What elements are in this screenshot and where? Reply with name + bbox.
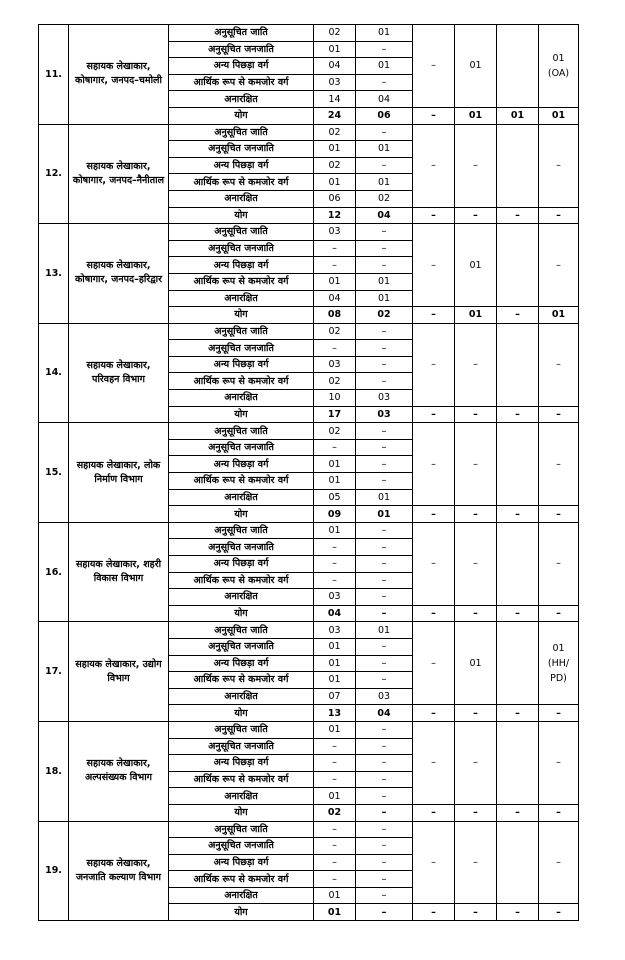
value-cell-1: 02 (314, 423, 356, 440)
merged-cell-c4: – (455, 721, 497, 804)
total-cell-c4: 01 (455, 307, 497, 324)
total-cell-c2: – (356, 605, 413, 622)
total-cell-c6: – (539, 804, 579, 821)
total-cell-c3: – (413, 804, 455, 821)
post-name: सहायक लेखाकार, जनजाति कल्याण विभाग (69, 821, 169, 921)
category-label: अनुसूचित जाति (169, 622, 314, 639)
category-label: आर्थिक रूप से कमजोर वर्ग (169, 174, 314, 191)
value-cell-1: – (314, 257, 356, 274)
total-cell-c3: – (413, 406, 455, 423)
total-cell-c5: – (497, 904, 539, 921)
merged-cell-c5 (497, 224, 539, 307)
total-cell-c2: 06 (356, 107, 413, 124)
merged-cell-c4: – (455, 124, 497, 207)
total-cell-c5: – (497, 207, 539, 224)
total-cell-c2: 03 (356, 406, 413, 423)
category-label: अनारक्षित (169, 91, 314, 108)
total-cell-c4: 01 (455, 107, 497, 124)
total-cell-c5: – (497, 804, 539, 821)
value-cell-1: 01 (314, 174, 356, 191)
total-cell-c5: 01 (497, 107, 539, 124)
category-label: आर्थिक रूप से कमजोर वर्ग (169, 373, 314, 390)
merged-cell-c4: – (455, 423, 497, 506)
value-cell-2: – (356, 456, 413, 473)
total-cell-c1: 09 (314, 506, 356, 523)
merged-cell-c6: – (539, 821, 579, 904)
total-label: योग (169, 804, 314, 821)
value-cell-2: – (356, 74, 413, 91)
value-cell-2: 03 (356, 688, 413, 705)
total-cell-c1: 17 (314, 406, 356, 423)
value-cell-1: 02 (314, 373, 356, 390)
category-label: आर्थिक रूप से कमजोर वर्ग (169, 273, 314, 290)
merged-cell-c3: – (413, 622, 455, 705)
value-cell-2: – (356, 473, 413, 490)
value-cell-1: 01 (314, 41, 356, 58)
merged-cell-c3: – (413, 124, 455, 207)
category-label: आर्थिक रूप से कमजोर वर्ग (169, 473, 314, 490)
post-name: सहायक लेखाकार, उद्योग विभाग (69, 622, 169, 722)
value-cell-2: – (356, 157, 413, 174)
table-row (39, 522, 579, 539)
value-cell-2: 03 (356, 390, 413, 407)
merged-cell-c5 (497, 821, 539, 904)
total-cell-c2: – (356, 804, 413, 821)
value-cell-1: – (314, 439, 356, 456)
category-label: अनारक्षित (169, 390, 314, 407)
serial-number: 18. (39, 721, 69, 821)
value-cell-1: 06 (314, 190, 356, 207)
merged-cell-c3: – (413, 224, 455, 307)
total-cell-c3: – (413, 307, 455, 324)
total-label: योग (169, 904, 314, 921)
table-row (39, 423, 579, 440)
value-cell-1: 03 (314, 74, 356, 91)
value-cell-1: 02 (314, 124, 356, 141)
total-cell-c5: – (497, 406, 539, 423)
serial-number: 16. (39, 522, 69, 622)
serial-number: 19. (39, 821, 69, 921)
category-label: अनारक्षित (169, 688, 314, 705)
value-cell-1: 05 (314, 489, 356, 506)
category-label: अनुसूचित जनजाति (169, 240, 314, 257)
value-cell-1: 01 (314, 887, 356, 904)
value-cell-1: 01 (314, 456, 356, 473)
merged-cell-c5 (497, 323, 539, 406)
post-name: सहायक लेखाकार, कोषागार, जनपद–नैनीताल (69, 124, 169, 224)
category-label: अनारक्षित (169, 290, 314, 307)
total-cell-c2: 01 (356, 506, 413, 523)
total-cell-c3: – (413, 506, 455, 523)
category-label: अनुसूचित जनजाति (169, 738, 314, 755)
total-cell-c3: – (413, 107, 455, 124)
value-cell-1: 01 (314, 638, 356, 655)
total-cell-c4: – (455, 605, 497, 622)
value-cell-1: 02 (314, 25, 356, 42)
value-cell-1: – (314, 572, 356, 589)
value-cell-2: 01 (356, 290, 413, 307)
total-cell-c6: 01 (539, 107, 579, 124)
merged-cell-c6: 01 (HH/ PD) (539, 622, 579, 705)
category-label: अन्य पिछड़ा वर्ग (169, 356, 314, 373)
vacancy-table-sheet (38, 24, 578, 921)
category-label: अनुसूचित जाति (169, 323, 314, 340)
value-cell-2: – (356, 589, 413, 606)
table-row (39, 622, 579, 639)
category-label: अनारक्षित (169, 489, 314, 506)
category-label: अन्य पिछड़ा वर्ग (169, 655, 314, 672)
category-label: अनुसूचित जाति (169, 821, 314, 838)
merged-cell-c3: – (413, 423, 455, 506)
category-label: अन्य पिछड़ा वर्ग (169, 456, 314, 473)
value-cell-2: – (356, 572, 413, 589)
category-label: आर्थिक रूप से कमजोर वर्ग (169, 871, 314, 888)
total-label: योग (169, 107, 314, 124)
serial-number: 12. (39, 124, 69, 224)
merged-cell-c6: – (539, 124, 579, 207)
total-cell-c3: – (413, 605, 455, 622)
value-cell-2: 01 (356, 25, 413, 42)
value-cell-2: – (356, 655, 413, 672)
value-cell-1: – (314, 340, 356, 357)
value-cell-2: – (356, 854, 413, 871)
category-label: अनुसूचित जनजाति (169, 638, 314, 655)
value-cell-1: 01 (314, 473, 356, 490)
value-cell-1: 03 (314, 356, 356, 373)
post-name: सहायक लेखाकार, लोक निर्माण विभाग (69, 423, 169, 523)
category-label: आर्थिक रूप से कमजोर वर्ग (169, 572, 314, 589)
total-cell-c2: 02 (356, 307, 413, 324)
total-cell-c6: – (539, 904, 579, 921)
value-cell-2: – (356, 672, 413, 689)
value-cell-2: – (356, 340, 413, 357)
category-label: अनुसूचित जाति (169, 124, 314, 141)
total-label: योग (169, 406, 314, 423)
total-cell-c4: – (455, 705, 497, 722)
merged-cell-c4: 01 (455, 224, 497, 307)
value-cell-1: 01 (314, 273, 356, 290)
value-cell-1: 10 (314, 390, 356, 407)
merged-cell-c5 (497, 622, 539, 705)
total-cell-c6: – (539, 506, 579, 523)
total-cell-c1: 08 (314, 307, 356, 324)
category-label: अनुसूचित जाति (169, 25, 314, 42)
total-cell-c1: 04 (314, 605, 356, 622)
value-cell-2: – (356, 439, 413, 456)
serial-number: 15. (39, 423, 69, 523)
value-cell-1: – (314, 821, 356, 838)
value-cell-1: – (314, 240, 356, 257)
value-cell-2: – (356, 821, 413, 838)
total-cell-c6: – (539, 705, 579, 722)
merged-cell-c5 (497, 25, 539, 108)
serial-number: 13. (39, 224, 69, 324)
total-label: योग (169, 506, 314, 523)
total-cell-c4: – (455, 207, 497, 224)
merged-cell-c4: – (455, 522, 497, 605)
merged-cell-c4: 01 (455, 25, 497, 108)
value-cell-1: – (314, 539, 356, 556)
category-label: अन्य पिछड़ा वर्ग (169, 157, 314, 174)
value-cell-1: – (314, 556, 356, 573)
vacancy-table-body (39, 25, 579, 921)
merged-cell-c5 (497, 423, 539, 506)
total-cell-c4: – (455, 904, 497, 921)
total-cell-c3: – (413, 705, 455, 722)
merged-cell-c3: – (413, 323, 455, 406)
total-cell-c4: – (455, 406, 497, 423)
category-label: अनारक्षित (169, 788, 314, 805)
category-label: अनारक्षित (169, 190, 314, 207)
value-cell-1: 14 (314, 91, 356, 108)
post-name: सहायक लेखाकार, कोषागार, जनपद–हरिद्वार (69, 224, 169, 324)
total-cell-c1: 24 (314, 107, 356, 124)
post-name: सहायक लेखाकार, अल्पसंख्यक विभाग (69, 721, 169, 821)
total-cell-c6: – (539, 207, 579, 224)
total-cell-c5: – (497, 307, 539, 324)
value-cell-2: – (356, 638, 413, 655)
category-label: अनुसूचित जाति (169, 522, 314, 539)
value-cell-1: 04 (314, 290, 356, 307)
merged-cell-c6: – (539, 423, 579, 506)
merged-cell-c4: – (455, 821, 497, 904)
post-name: सहायक लेखाकार, शहरी विकास विभाग (69, 522, 169, 622)
category-label: अनुसूचित जाति (169, 721, 314, 738)
value-cell-1: 03 (314, 224, 356, 241)
value-cell-2: – (356, 522, 413, 539)
merged-cell-c3: – (413, 721, 455, 804)
merged-cell-c5 (497, 721, 539, 804)
category-label: अनुसूचित जनजाति (169, 141, 314, 158)
post-name: सहायक लेखाकार, कोषागार, जनपद–चमोली (69, 25, 169, 125)
merged-cell-c6: – (539, 522, 579, 605)
merged-cell-c6: 01 (OA) (539, 25, 579, 108)
value-cell-2: – (356, 373, 413, 390)
total-label: योग (169, 605, 314, 622)
total-cell-c4: – (455, 804, 497, 821)
category-label: आर्थिक रूप से कमजोर वर्ग (169, 672, 314, 689)
total-cell-c6: – (539, 406, 579, 423)
value-cell-2: 04 (356, 91, 413, 108)
value-cell-2: 02 (356, 190, 413, 207)
serial-number: 14. (39, 323, 69, 423)
value-cell-2: – (356, 788, 413, 805)
value-cell-1: 01 (314, 141, 356, 158)
merged-cell-c5 (497, 124, 539, 207)
value-cell-1: 01 (314, 522, 356, 539)
category-label: अनुसूचित जनजाति (169, 539, 314, 556)
value-cell-1: 04 (314, 58, 356, 75)
total-label: योग (169, 307, 314, 324)
value-cell-2: – (356, 771, 413, 788)
value-cell-2: – (356, 240, 413, 257)
total-cell-c6: 01 (539, 307, 579, 324)
total-cell-c5: – (497, 506, 539, 523)
merged-cell-c3: – (413, 25, 455, 108)
total-cell-c3: – (413, 207, 455, 224)
merged-cell-c3: – (413, 821, 455, 904)
value-cell-2: – (356, 356, 413, 373)
total-cell-c4: – (455, 506, 497, 523)
value-cell-2: – (356, 41, 413, 58)
value-cell-1: 01 (314, 672, 356, 689)
value-cell-2: – (356, 124, 413, 141)
total-cell-c5: – (497, 605, 539, 622)
merged-cell-c6: – (539, 224, 579, 307)
value-cell-2: – (356, 257, 413, 274)
value-cell-1: – (314, 854, 356, 871)
category-label: आर्थिक रूप से कमजोर वर्ग (169, 771, 314, 788)
value-cell-2: – (356, 423, 413, 440)
category-label: आर्थिक रूप से कमजोर वर्ग (169, 74, 314, 91)
total-cell-c1: 13 (314, 705, 356, 722)
category-label: अनुसूचित जनजाति (169, 838, 314, 855)
merged-cell-c4: – (455, 323, 497, 406)
value-cell-1: 02 (314, 157, 356, 174)
table-row (39, 323, 579, 340)
table-row (39, 721, 579, 738)
merged-cell-c5 (497, 522, 539, 605)
value-cell-1: – (314, 738, 356, 755)
category-label: अनुसूचित जाति (169, 224, 314, 241)
value-cell-1: 03 (314, 622, 356, 639)
value-cell-2: – (356, 721, 413, 738)
value-cell-1: – (314, 771, 356, 788)
value-cell-2: – (356, 887, 413, 904)
serial-number: 17. (39, 622, 69, 722)
value-cell-1: 01 (314, 721, 356, 738)
value-cell-2: 01 (356, 273, 413, 290)
value-cell-2: – (356, 838, 413, 855)
category-label: अन्य पिछड़ा वर्ग (169, 58, 314, 75)
value-cell-1: 07 (314, 688, 356, 705)
value-cell-1: – (314, 838, 356, 855)
value-cell-2: – (356, 323, 413, 340)
total-cell-c2: 04 (356, 705, 413, 722)
table-row (39, 821, 579, 838)
category-label: अन्य पिछड़ा वर्ग (169, 556, 314, 573)
category-label: अनारक्षित (169, 589, 314, 606)
vacancy-table (38, 24, 579, 921)
category-label: अनुसूचित जाति (169, 423, 314, 440)
category-label: अनुसूचित जनजाति (169, 439, 314, 456)
post-name: सहायक लेखाकार, परिवहन विभाग (69, 323, 169, 423)
value-cell-2: – (356, 556, 413, 573)
merged-cell-c6: – (539, 721, 579, 804)
merged-cell-c4: 01 (455, 622, 497, 705)
value-cell-1: 01 (314, 788, 356, 805)
value-cell-1: 01 (314, 655, 356, 672)
value-cell-2: 01 (356, 58, 413, 75)
value-cell-2: 01 (356, 489, 413, 506)
total-cell-c3: – (413, 904, 455, 921)
value-cell-1: – (314, 755, 356, 772)
value-cell-1: 03 (314, 589, 356, 606)
total-cell-c6: – (539, 605, 579, 622)
total-cell-c2: 04 (356, 207, 413, 224)
value-cell-2: – (356, 224, 413, 241)
category-label: अन्य पिछड़ा वर्ग (169, 257, 314, 274)
category-label: अनारक्षित (169, 887, 314, 904)
value-cell-1: – (314, 871, 356, 888)
value-cell-2: 01 (356, 622, 413, 639)
value-cell-1: 02 (314, 323, 356, 340)
total-label: योग (169, 207, 314, 224)
value-cell-2: – (356, 755, 413, 772)
merged-cell-c3: – (413, 522, 455, 605)
total-label: योग (169, 705, 314, 722)
value-cell-2: 01 (356, 174, 413, 191)
serial-number: 11. (39, 25, 69, 125)
category-label: अनुसूचित जनजाति (169, 41, 314, 58)
total-cell-c1: 02 (314, 804, 356, 821)
total-cell-c2: – (356, 904, 413, 921)
table-row (39, 224, 579, 241)
value-cell-2: 01 (356, 141, 413, 158)
value-cell-2: – (356, 871, 413, 888)
total-cell-c1: 12 (314, 207, 356, 224)
table-row (39, 124, 579, 141)
category-label: अन्य पिछड़ा वर्ग (169, 755, 314, 772)
total-cell-c5: – (497, 705, 539, 722)
merged-cell-c6: – (539, 323, 579, 406)
total-cell-c1: 01 (314, 904, 356, 921)
table-row (39, 25, 579, 42)
value-cell-2: – (356, 738, 413, 755)
value-cell-2: – (356, 539, 413, 556)
category-label: अन्य पिछड़ा वर्ग (169, 854, 314, 871)
category-label: अनुसूचित जनजाति (169, 340, 314, 357)
